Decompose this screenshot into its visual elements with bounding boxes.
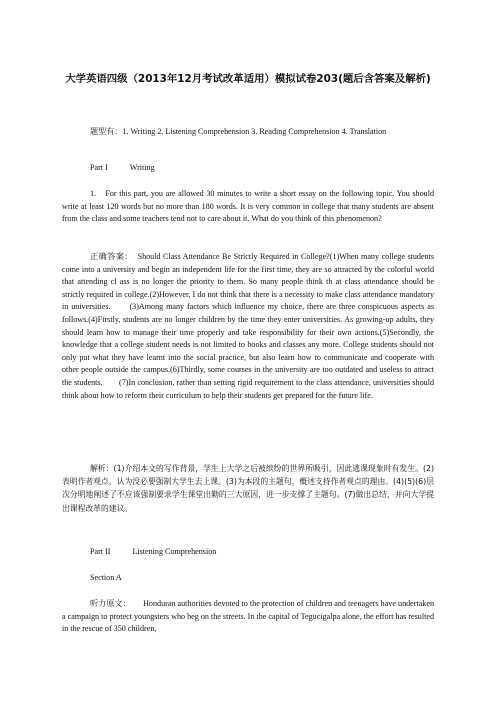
- section-a-heading: Section A: [90, 573, 122, 582]
- question-1: 1. For this part, you are allowed 30 minutes to write a short essay on the following topic. You should write at least 120 words but no more than 180 words. It is very common in college that many students are absent from the class and some teachers tend not to care about it. What do you think of this phenomenon?: [62, 189, 434, 224]
- question-types: 题型有：1. Writing 2. Listening Comprehension 3. Reading Comprehension 4. Translation: [90, 127, 387, 136]
- part-2-name: Listening Comprehension: [132, 547, 217, 556]
- part-1-label: Part I: [90, 163, 108, 172]
- analysis-text: 解析：(1)介绍本文的写作背景，学生上大学之后被缤纷的世界所吸引，因此逃课现象时有发生。(2)表明作者观点，认为没必要强制大学生去上课。(3)为本段的主题句，概述支持作者观点的理由。(4)(5)(6)层次分明地阐述了不应该强制要求学生课堂出勤的三大原因，进一步支撑了主题句。(7)做出总结，并向大学提出课程改革的建议。: [62, 464, 434, 513]
- part-2-label: Part II: [90, 547, 111, 556]
- transcript-text: 听力原文： Honduran authorities devoted to the protection of children and teenagers have undertaken a campaign to protect youngsters who beg on the streets. In the capital of Tegucigalpa alone, the effort has resulted in the rescue of 350 children,: [62, 599, 434, 634]
- part-1-name: Writing: [129, 163, 155, 172]
- document-title: 大学英语四级（2013年12月考试改革适用）模拟试卷203(题后含答案及解析): [65, 73, 431, 85]
- part-1-heading: [90, 163, 155, 172]
- part-2-heading: [90, 547, 216, 556]
- answer-text: 正确答案： Should Class Attendance Be Strictly Required in College?(1)When many college students come into a university and begin an independent life for the first time, they are so attracted by the colorful world that attending cl ass is no longer the priority to them. So many people think th at class attendance should be strictly required in college.(2)However, I do not think that there is a necessity to make class attendance mandatory in universities. (3)Among many factors which influence my choice, there are three conspicuous aspects as follows.(4)Firstly, students are no longer children by the time they enter universities. As growing-up adults, they should learn how to manage their time properly and take responsibility for their own actions.(5)Secondly, the knowledge that a college student needs is not limited to books and classes any more. College students should not only put what they have learnt into the social practice, but also learn how to communicate and cooperate with other people outside the campus.(6)Thirdly, some courses in the university are too outdated and useless to attract the students. (7)In conclusion, rather than setting rigid requirement to the class attendance, universities should think about how to reform their curriculum to help their students get prepared for the future life.: [62, 252, 434, 400]
